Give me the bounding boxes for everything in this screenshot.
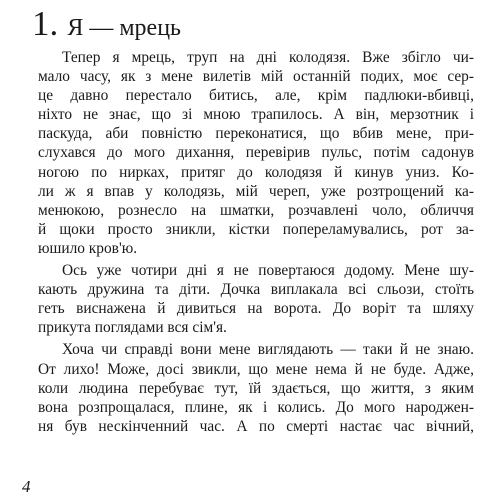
text-line: геть виснажена й дивиться на ворота. До воріт та шляху <box>38 300 474 318</box>
text-line: юшило кров'ю. <box>38 239 138 257</box>
text-line: мало часу, як з мене вилетів мій останній подих, моє сер- <box>38 68 474 86</box>
chapter-body <box>38 48 474 436</box>
text-line: Хоча чи справді вони мене виглядають — таки й не знаю. <box>62 341 474 359</box>
text-line: це давно перестало битись, але, крім падлюки-вбивці, <box>38 87 474 105</box>
paragraph <box>38 48 474 258</box>
text-line: ніхто не знає, що зі мною трапилось. А він, мерзотник і <box>38 106 474 124</box>
chapter-title: Я — мрець <box>67 15 181 41</box>
text-line: коли людина перебуває тут, їй здається, що життя, з яким <box>38 379 474 397</box>
chapter-heading <box>32 6 181 41</box>
text-line: Ось уже чотири дні я не повертаюся додому. Мене шу- <box>62 262 474 280</box>
text-line: Тепер я мрець, труп на дні колодязя. Вже збігло чи- <box>62 49 474 66</box>
text-line: От лихо! Може, досі звикли, що мене нема й не буде. Адже, <box>38 360 474 378</box>
text-line: кають дружина та діти. Дочка виплакала всі сльози, стоїть <box>38 281 474 299</box>
paragraph <box>38 261 474 337</box>
text-line: ли ж я впав у колодязь, мій череп, уже розтрощений ка- <box>38 182 474 200</box>
text-line: слухався до мого дихання, перевірив пульс, потім садонув <box>38 144 474 162</box>
chapter-number: 1. <box>32 4 59 43</box>
text-line: ногою по нирках, притяг до колодязя й кинув униз. Ко- <box>38 163 474 181</box>
text-line: ня був нескінченний час. А по смерті настає час вічний, <box>38 417 474 435</box>
text-line: вона розпрощалася, плине, як і колись. До мого народжен- <box>38 398 474 416</box>
text-line: менюкою, рознесло на шматки, розчавлені чоло, обличчя <box>38 201 474 219</box>
text-line: паскуда, аби повністю переконатися, що вбив мене, при- <box>38 125 474 143</box>
text-line: прикута поглядами вся сім'я. <box>38 319 227 337</box>
text-line: й щоки просто зникли, кістки попереламувались, рот за- <box>38 220 474 238</box>
page-number: 4 <box>22 477 31 496</box>
paragraph <box>38 340 474 435</box>
